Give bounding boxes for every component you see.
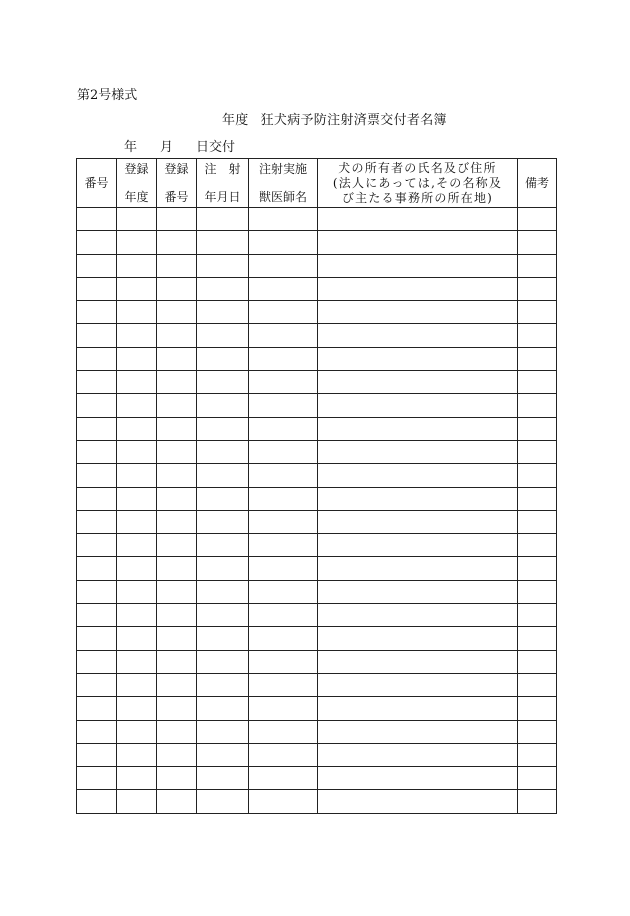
- cell-registration-number[interactable]: [157, 510, 197, 533]
- cell-veterinarian[interactable]: [249, 673, 318, 696]
- cell-number[interactable]: [77, 720, 117, 743]
- table-row: [77, 231, 557, 254]
- cell-veterinarian[interactable]: [249, 534, 318, 557]
- header-veterinarian: [249, 159, 318, 208]
- cell-veterinarian[interactable]: [249, 697, 318, 720]
- cell-registration-year[interactable]: [117, 464, 157, 487]
- cell-registration-year[interactable]: [117, 417, 157, 440]
- cell-registration-year[interactable]: [117, 743, 157, 766]
- cell-number[interactable]: [77, 394, 117, 417]
- cell-remarks[interactable]: [518, 510, 557, 533]
- table-row: [77, 697, 557, 720]
- cell-veterinarian[interactable]: [249, 627, 318, 650]
- cell-owner[interactable]: [318, 743, 518, 766]
- cell-remarks[interactable]: [518, 534, 557, 557]
- cell-owner[interactable]: [318, 208, 518, 231]
- cell-injection-date[interactable]: [197, 673, 249, 696]
- header-registration-number-line2: 番号: [164, 190, 189, 204]
- cell-veterinarian[interactable]: [249, 277, 318, 300]
- cell-remarks[interactable]: [518, 277, 557, 300]
- cell-injection-date[interactable]: [197, 767, 249, 790]
- cell-remarks[interactable]: [518, 790, 557, 813]
- table-row: [77, 440, 557, 463]
- cell-remarks[interactable]: [518, 347, 557, 370]
- cell-veterinarian[interactable]: [249, 580, 318, 603]
- cell-registration-year[interactable]: [117, 301, 157, 324]
- table-row: [77, 347, 557, 370]
- table-row: [77, 580, 557, 603]
- cell-registration-year[interactable]: [117, 580, 157, 603]
- cell-remarks[interactable]: [518, 767, 557, 790]
- cell-injection-date[interactable]: [197, 487, 249, 510]
- cell-remarks[interactable]: [518, 650, 557, 673]
- header-registration-number-line1: 登録: [164, 162, 189, 176]
- table-row: [77, 324, 557, 347]
- cell-veterinarian[interactable]: [249, 371, 318, 394]
- cell-remarks[interactable]: [518, 673, 557, 696]
- cell-remarks[interactable]: [518, 208, 557, 231]
- cell-injection-date[interactable]: [197, 580, 249, 603]
- cell-remarks[interactable]: [518, 464, 557, 487]
- cell-registration-number[interactable]: [157, 557, 197, 580]
- cell-number[interactable]: [77, 580, 117, 603]
- cell-injection-date[interactable]: [197, 394, 249, 417]
- cell-registration-number[interactable]: [157, 790, 197, 813]
- cell-remarks[interactable]: [518, 231, 557, 254]
- cell-veterinarian[interactable]: [249, 394, 318, 417]
- cell-registration-number[interactable]: [157, 208, 197, 231]
- cell-owner[interactable]: [318, 394, 518, 417]
- register-body: [77, 208, 557, 814]
- cell-owner[interactable]: [318, 767, 518, 790]
- issue-date-line: [124, 136, 235, 155]
- cell-veterinarian[interactable]: [249, 417, 318, 440]
- register-table: [76, 158, 557, 814]
- cell-injection-date[interactable]: [197, 557, 249, 580]
- table-row: [77, 743, 557, 766]
- cell-registration-year[interactable]: [117, 697, 157, 720]
- cell-registration-number[interactable]: [157, 697, 197, 720]
- issue-year-label: 年: [124, 140, 138, 155]
- cell-number[interactable]: [77, 440, 117, 463]
- table-row: [77, 720, 557, 743]
- title-name: 狂犬病予防注射済票交付者名簿: [260, 113, 447, 128]
- table-row: [77, 650, 557, 673]
- document-title: [222, 109, 447, 128]
- issue-day-label: 日交付: [196, 140, 236, 155]
- cell-remarks[interactable]: [518, 371, 557, 394]
- cell-veterinarian[interactable]: [249, 254, 318, 277]
- cell-registration-year[interactable]: [117, 510, 157, 533]
- cell-registration-year[interactable]: [117, 440, 157, 463]
- header-injection-date-line1: 注 射: [204, 162, 241, 176]
- cell-registration-year[interactable]: [117, 324, 157, 347]
- cell-injection-date[interactable]: [197, 697, 249, 720]
- cell-registration-number[interactable]: [157, 417, 197, 440]
- cell-registration-number[interactable]: [157, 650, 197, 673]
- cell-veterinarian[interactable]: [249, 487, 318, 510]
- cell-remarks[interactable]: [518, 604, 557, 627]
- cell-number[interactable]: [77, 231, 117, 254]
- cell-veterinarian[interactable]: [249, 510, 318, 533]
- table-row: [77, 208, 557, 231]
- cell-injection-date[interactable]: [197, 743, 249, 766]
- cell-registration-number[interactable]: [157, 301, 197, 324]
- cell-registration-number[interactable]: [157, 767, 197, 790]
- cell-injection-date[interactable]: [197, 231, 249, 254]
- cell-owner[interactable]: [318, 347, 518, 370]
- cell-registration-year[interactable]: [117, 371, 157, 394]
- cell-owner[interactable]: [318, 510, 518, 533]
- table-row: [77, 604, 557, 627]
- cell-number[interactable]: [77, 743, 117, 766]
- cell-owner[interactable]: [318, 277, 518, 300]
- header-injection-date-line2: 年月日: [204, 190, 241, 204]
- cell-registration-number[interactable]: [157, 604, 197, 627]
- cell-registration-year[interactable]: [117, 767, 157, 790]
- cell-owner[interactable]: [318, 697, 518, 720]
- cell-owner[interactable]: [318, 324, 518, 347]
- cell-injection-date[interactable]: [197, 464, 249, 487]
- cell-number[interactable]: [77, 301, 117, 324]
- cell-veterinarian[interactable]: [249, 650, 318, 673]
- cell-registration-year[interactable]: [117, 673, 157, 696]
- cell-registration-year[interactable]: [117, 720, 157, 743]
- cell-owner[interactable]: [318, 301, 518, 324]
- header-owner-line1: 犬の所有者の氏名及び住所: [338, 160, 497, 175]
- cell-registration-number[interactable]: [157, 627, 197, 650]
- cell-number[interactable]: [77, 487, 117, 510]
- cell-injection-date[interactable]: [197, 604, 249, 627]
- cell-remarks[interactable]: [518, 394, 557, 417]
- header-row: [77, 159, 557, 208]
- cell-veterinarian[interactable]: [249, 301, 318, 324]
- table-row: [77, 487, 557, 510]
- cell-owner[interactable]: [318, 790, 518, 813]
- cell-injection-date[interactable]: [197, 650, 249, 673]
- cell-number[interactable]: [77, 371, 117, 394]
- cell-remarks[interactable]: [518, 417, 557, 440]
- cell-registration-number[interactable]: [157, 277, 197, 300]
- cell-registration-number[interactable]: [157, 743, 197, 766]
- cell-remarks[interactable]: [518, 720, 557, 743]
- cell-number[interactable]: [77, 417, 117, 440]
- table-row: [77, 673, 557, 696]
- header-veterinarian-line2: 獣医師名: [258, 190, 307, 204]
- cell-registration-year[interactable]: [117, 347, 157, 370]
- table-row: [77, 790, 557, 813]
- table-row: [77, 301, 557, 324]
- cell-number[interactable]: [77, 254, 117, 277]
- cell-injection-date[interactable]: [197, 347, 249, 370]
- cell-registration-number[interactable]: [157, 464, 197, 487]
- cell-number[interactable]: [77, 534, 117, 557]
- cell-owner[interactable]: [318, 464, 518, 487]
- table-row: [77, 417, 557, 440]
- cell-injection-date[interactable]: [197, 208, 249, 231]
- cell-registration-year[interactable]: [117, 254, 157, 277]
- cell-registration-number[interactable]: [157, 440, 197, 463]
- cell-injection-date[interactable]: [197, 790, 249, 813]
- cell-veterinarian[interactable]: [249, 324, 318, 347]
- header-remarks: 備考: [518, 159, 557, 208]
- cell-registration-year[interactable]: [117, 650, 157, 673]
- cell-owner[interactable]: [318, 254, 518, 277]
- cell-injection-date[interactable]: [197, 440, 249, 463]
- cell-registration-year[interactable]: [117, 557, 157, 580]
- header-registration-number: [157, 159, 197, 208]
- table-row: [77, 277, 557, 300]
- cell-number[interactable]: [77, 557, 117, 580]
- cell-remarks[interactable]: [518, 301, 557, 324]
- cell-veterinarian[interactable]: [249, 231, 318, 254]
- cell-veterinarian[interactable]: [249, 557, 318, 580]
- cell-registration-number[interactable]: [157, 231, 197, 254]
- header-owner: [318, 159, 518, 208]
- cell-owner[interactable]: [318, 557, 518, 580]
- cell-registration-number[interactable]: [157, 487, 197, 510]
- cell-registration-number[interactable]: [157, 254, 197, 277]
- cell-number[interactable]: [77, 464, 117, 487]
- header-injection-date: [197, 159, 249, 208]
- cell-registration-year[interactable]: [117, 231, 157, 254]
- cell-remarks[interactable]: [518, 697, 557, 720]
- cell-remarks[interactable]: [518, 324, 557, 347]
- table-row: [77, 510, 557, 533]
- cell-veterinarian[interactable]: [249, 440, 318, 463]
- cell-registration-year[interactable]: [117, 627, 157, 650]
- cell-remarks[interactable]: [518, 580, 557, 603]
- cell-owner[interactable]: [318, 604, 518, 627]
- cell-remarks[interactable]: [518, 254, 557, 277]
- cell-registration-number[interactable]: [157, 534, 197, 557]
- header-veterinarian-line1: 注射実施: [258, 162, 307, 176]
- cell-remarks[interactable]: [518, 557, 557, 580]
- header-registration-year-line1: 登録: [124, 162, 149, 176]
- header-owner-line3: び主たる事務所の所在地): [341, 190, 494, 205]
- form-number: 第2号様式: [77, 88, 138, 103]
- cell-number[interactable]: [77, 277, 117, 300]
- cell-veterinarian[interactable]: [249, 604, 318, 627]
- cell-registration-number[interactable]: [157, 720, 197, 743]
- cell-registration-year[interactable]: [117, 790, 157, 813]
- cell-owner[interactable]: [318, 720, 518, 743]
- cell-veterinarian[interactable]: [249, 767, 318, 790]
- cell-registration-number[interactable]: [157, 324, 197, 347]
- cell-injection-date[interactable]: [197, 720, 249, 743]
- cell-owner[interactable]: [318, 487, 518, 510]
- cell-number[interactable]: [77, 324, 117, 347]
- header-number: 番号: [77, 159, 117, 208]
- header-owner-line2: (法人にあっては,その名称及: [332, 175, 503, 190]
- table-row: [77, 464, 557, 487]
- table-row: [77, 534, 557, 557]
- cell-injection-date[interactable]: [197, 510, 249, 533]
- cell-remarks[interactable]: [518, 627, 557, 650]
- cell-owner[interactable]: [318, 231, 518, 254]
- title-year-label: 年度: [222, 113, 249, 128]
- cell-registration-year[interactable]: [117, 604, 157, 627]
- cell-registration-year[interactable]: [117, 534, 157, 557]
- cell-remarks[interactable]: [518, 487, 557, 510]
- cell-number[interactable]: [77, 627, 117, 650]
- table-row: [77, 371, 557, 394]
- cell-registration-number[interactable]: [157, 347, 197, 370]
- cell-injection-date[interactable]: [197, 277, 249, 300]
- header-registration-year: [117, 159, 157, 208]
- cell-registration-year[interactable]: [117, 208, 157, 231]
- cell-registration-number[interactable]: [157, 394, 197, 417]
- table-row: [77, 557, 557, 580]
- cell-registration-year[interactable]: [117, 277, 157, 300]
- cell-number[interactable]: [77, 208, 117, 231]
- cell-veterinarian[interactable]: [249, 720, 318, 743]
- cell-number[interactable]: [77, 347, 117, 370]
- cell-owner[interactable]: [318, 650, 518, 673]
- cell-owner[interactable]: [318, 371, 518, 394]
- cell-owner[interactable]: [318, 440, 518, 463]
- table-row: [77, 254, 557, 277]
- cell-number[interactable]: [77, 697, 117, 720]
- cell-veterinarian[interactable]: [249, 464, 318, 487]
- cell-owner[interactable]: [318, 673, 518, 696]
- cell-number[interactable]: [77, 604, 117, 627]
- header-registration-year-line2: 年度: [124, 190, 149, 204]
- cell-veterinarian[interactable]: [249, 790, 318, 813]
- cell-owner[interactable]: [318, 417, 518, 440]
- cell-number[interactable]: [77, 673, 117, 696]
- cell-veterinarian[interactable]: [249, 743, 318, 766]
- cell-number[interactable]: [77, 767, 117, 790]
- cell-injection-date[interactable]: [197, 627, 249, 650]
- cell-injection-date[interactable]: [197, 534, 249, 557]
- cell-number[interactable]: [77, 650, 117, 673]
- cell-veterinarian[interactable]: [249, 208, 318, 231]
- cell-remarks[interactable]: [518, 440, 557, 463]
- cell-injection-date[interactable]: [197, 254, 249, 277]
- cell-injection-date[interactable]: [197, 301, 249, 324]
- table-row: [77, 627, 557, 650]
- cell-veterinarian[interactable]: [249, 347, 318, 370]
- cell-injection-date[interactable]: [197, 417, 249, 440]
- cell-registration-number[interactable]: [157, 371, 197, 394]
- cell-registration-number[interactable]: [157, 580, 197, 603]
- cell-registration-number[interactable]: [157, 673, 197, 696]
- cell-number[interactable]: [77, 790, 117, 813]
- cell-owner[interactable]: [318, 580, 518, 603]
- table-row: [77, 767, 557, 790]
- cell-number[interactable]: [77, 510, 117, 533]
- cell-injection-date[interactable]: [197, 324, 249, 347]
- cell-owner[interactable]: [318, 534, 518, 557]
- cell-registration-year[interactable]: [117, 487, 157, 510]
- cell-owner[interactable]: [318, 627, 518, 650]
- cell-remarks[interactable]: [518, 743, 557, 766]
- cell-registration-year[interactable]: [117, 394, 157, 417]
- issue-month-label: 月: [160, 140, 174, 155]
- table-row: [77, 394, 557, 417]
- cell-injection-date[interactable]: [197, 371, 249, 394]
